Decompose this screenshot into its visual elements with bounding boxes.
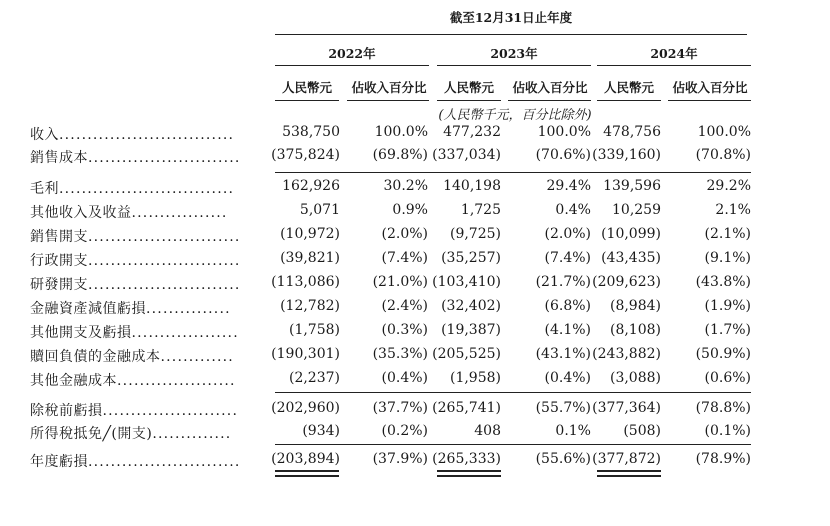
rmb-value-cell: (934) xyxy=(302,423,340,439)
rmb-value-cell: (265,741) xyxy=(432,400,501,416)
table-row xyxy=(0,451,830,473)
row-leader-dots: ............................... xyxy=(59,127,235,143)
row-label-text: 銷售成本 xyxy=(30,150,88,166)
rmb-value-cell: (10,972) xyxy=(280,226,340,242)
row-label xyxy=(30,423,231,443)
row-label-text: 其他開支及虧損 xyxy=(30,325,132,341)
row-label-text: 毛利 xyxy=(30,181,59,197)
rmb-value-cell: (209,623) xyxy=(592,274,661,290)
row-leader-dots: ........................... xyxy=(88,150,241,166)
rmb-value-cell: 478,756 xyxy=(603,124,661,140)
row-leader-dots: ............................... xyxy=(59,181,235,197)
rmb-value-cell: (32,402) xyxy=(441,298,501,314)
row-leader-dots: ........................... xyxy=(88,253,241,269)
row-label-text: 收入 xyxy=(30,127,59,143)
year-2022-header: 2022年 xyxy=(328,46,376,61)
year-2023-header: 2023年 xyxy=(490,46,538,61)
row-label-text: 除稅前虧損 xyxy=(30,403,103,419)
row-label-text: 行政開支 xyxy=(30,253,88,269)
rmb-value-cell: (205,525) xyxy=(432,346,501,362)
pct-value-cell: 100.0% xyxy=(537,124,591,140)
pct-value-cell: (37.9%) xyxy=(372,451,428,467)
table-row xyxy=(0,147,830,169)
rmb-value-cell: (377,364) xyxy=(592,400,661,416)
rmb-value-cell: (19,387) xyxy=(441,322,501,338)
rmb-value-cell: (203,894) xyxy=(271,451,340,467)
pct-value-cell: (0.6%) xyxy=(704,370,751,386)
rmb-value-cell: 408 xyxy=(474,423,501,439)
total-double-rule-2024-a xyxy=(597,470,661,472)
pct-value-cell: (0.2%) xyxy=(381,423,428,439)
row-label xyxy=(30,370,236,390)
row-label xyxy=(30,147,241,167)
subtotal-rule-tax xyxy=(275,444,751,445)
row-label-text: 所得稅抵免╱(開支) xyxy=(30,426,153,442)
row-label xyxy=(30,451,241,471)
pct-value-cell: (70.8%) xyxy=(695,147,751,163)
table-row xyxy=(0,400,830,422)
row-leader-dots: ........................... xyxy=(88,229,241,245)
rmb-value-cell: 477,232 xyxy=(443,124,501,140)
col-rmb-2024: 人民幣元 xyxy=(603,80,654,95)
row-label-text: 金融資產減值虧損 xyxy=(30,301,146,317)
pct-value-cell: (37.7%) xyxy=(372,400,428,416)
col-pct-2022: 佔收入百分比 xyxy=(351,80,427,95)
rmb-value-cell: (243,882) xyxy=(592,346,661,362)
pct-value-cell: (2.0%) xyxy=(544,226,591,242)
rmb-value-cell: (10,099) xyxy=(601,226,661,242)
row-label xyxy=(30,298,231,318)
pct-value-cell: (55.7%) xyxy=(535,400,591,416)
col-rule-rmb-2024 xyxy=(597,100,661,101)
pct-value-cell: (2.1%) xyxy=(704,226,751,242)
pct-value-cell: 2.1% xyxy=(715,202,751,218)
row-label xyxy=(30,346,234,366)
row-label xyxy=(30,274,241,294)
pct-value-cell: (78.9%) xyxy=(695,451,751,467)
pct-value-cell: (0.3%) xyxy=(381,322,428,338)
total-double-rule-2023-b xyxy=(437,475,501,477)
pct-value-cell: (69.8%) xyxy=(372,147,428,163)
row-leader-dots: ........................ xyxy=(102,403,239,419)
total-double-rule-2024-b xyxy=(597,475,661,477)
table-row xyxy=(0,423,830,445)
col-rule-rmb-2022 xyxy=(275,100,339,101)
row-label xyxy=(30,124,234,144)
pct-value-cell: (0.4%) xyxy=(381,370,428,386)
rmb-value-cell: (1,758) xyxy=(288,322,340,338)
rmb-value-cell: (265,333) xyxy=(432,451,501,467)
row-leader-dots: ........................... xyxy=(88,454,241,470)
year-2022-rule xyxy=(275,65,429,66)
total-double-rule-2022-a xyxy=(275,470,339,472)
table-row xyxy=(0,298,830,320)
rmb-value-cell: (2,237) xyxy=(288,370,340,386)
rmb-value-cell: (190,301) xyxy=(271,346,340,362)
row-leader-dots: ............. xyxy=(160,349,234,365)
rmb-value-cell: (375,824) xyxy=(271,147,340,163)
col-rule-pct-2023 xyxy=(508,100,591,101)
row-leader-dots: ................. xyxy=(131,205,228,221)
rmb-value-cell: (1,958) xyxy=(449,370,501,386)
row-label xyxy=(30,322,239,342)
pct-value-cell: 29.2% xyxy=(706,178,751,194)
year-2024-rule xyxy=(597,65,751,66)
table-row xyxy=(0,274,830,296)
pct-value-cell: 29.4% xyxy=(546,178,591,194)
rmb-value-cell: (35,257) xyxy=(441,250,501,266)
pct-value-cell: (1.7%) xyxy=(704,322,751,338)
subtotal-rule-cost xyxy=(275,172,751,173)
col-pct-2024: 佔收入百分比 xyxy=(672,80,748,95)
row-label-text: 銷售開支 xyxy=(30,229,88,245)
row-label xyxy=(30,202,228,222)
pct-value-cell: (78.8%) xyxy=(695,400,751,416)
table-row xyxy=(0,370,830,392)
year-2023-rule xyxy=(437,65,591,66)
table-row xyxy=(0,250,830,272)
row-label xyxy=(30,250,241,270)
rmb-value-cell: 1,725 xyxy=(460,202,501,218)
pct-value-cell: (0.4%) xyxy=(544,370,591,386)
row-leader-dots: .............. xyxy=(152,426,232,442)
row-label xyxy=(30,178,234,198)
rmb-value-cell: (377,872) xyxy=(592,451,661,467)
pct-value-cell: (2.0%) xyxy=(381,226,428,242)
period-header: 截至12月31日止年度 xyxy=(449,10,573,25)
table-row xyxy=(0,322,830,344)
pct-value-cell: (7.4%) xyxy=(544,250,591,266)
rmb-value-cell: 5,071 xyxy=(299,202,340,218)
pct-value-cell: (1.9%) xyxy=(704,298,751,314)
rmb-value-cell: (337,034) xyxy=(432,147,501,163)
col-rule-pct-2024 xyxy=(668,100,751,101)
pct-value-cell: 0.4% xyxy=(555,202,591,218)
pct-value-cell: 0.1% xyxy=(555,423,591,439)
row-label xyxy=(30,226,241,246)
pct-value-cell: (55.6%) xyxy=(535,451,591,467)
rmb-value-cell: (12,782) xyxy=(280,298,340,314)
pct-value-cell: (9.1%) xyxy=(704,250,751,266)
rmb-value-cell: (202,960) xyxy=(271,400,340,416)
rmb-value-cell: 10,259 xyxy=(612,202,661,218)
pct-value-cell: (43.1%) xyxy=(535,346,591,362)
rmb-value-cell: (8,108) xyxy=(609,322,661,338)
subtotal-rule-other-finance xyxy=(275,392,751,393)
pct-value-cell: (2.4%) xyxy=(381,298,428,314)
row-label-text: 其他收入及收益 xyxy=(30,205,132,221)
col-rmb-2023: 人民幣元 xyxy=(443,80,494,95)
pct-value-cell: (43.8%) xyxy=(695,274,751,290)
pct-value-cell: (7.4%) xyxy=(381,250,428,266)
year-2024-header: 2024年 xyxy=(650,46,698,61)
row-label-text: 研發開支 xyxy=(30,277,88,293)
col-pct-2023: 佔收入百分比 xyxy=(512,80,588,95)
rmb-value-cell: 162,926 xyxy=(282,178,340,194)
row-leader-dots: ........................... xyxy=(88,277,241,293)
pct-value-cell: (50.9%) xyxy=(695,346,751,362)
total-double-rule-2023-a xyxy=(437,470,501,472)
rmb-value-cell: (39,821) xyxy=(280,250,340,266)
rmb-value-cell: (103,410) xyxy=(432,274,501,290)
row-leader-dots: ................... xyxy=(131,325,239,341)
rmb-value-cell: 538,750 xyxy=(282,124,340,140)
row-label-text: 年度虧損 xyxy=(30,454,88,470)
pct-value-cell: (35.3%) xyxy=(372,346,428,362)
table-row xyxy=(0,346,830,368)
col-rmb-2022: 人民幣元 xyxy=(281,80,332,95)
pct-value-cell: 0.9% xyxy=(392,202,428,218)
rmb-value-cell: (508) xyxy=(623,423,661,439)
pct-value-cell: 100.0% xyxy=(697,124,751,140)
table-row xyxy=(0,226,830,248)
row-leader-dots: ..................... xyxy=(117,373,236,389)
unit-note: (人民幣千元，百分比除外) xyxy=(438,108,592,123)
row-label-text: 贖回負債的金融成本 xyxy=(30,349,161,365)
table-row xyxy=(0,202,830,224)
pct-value-cell: 30.2% xyxy=(383,178,428,194)
pct-value-cell: (21.7%) xyxy=(535,274,591,290)
total-double-rule-2022-b xyxy=(275,475,339,477)
pct-value-cell: (6.8%) xyxy=(544,298,591,314)
rmb-value-cell: 140,198 xyxy=(443,178,501,194)
rmb-value-cell: (43,435) xyxy=(601,250,661,266)
rmb-value-cell: (3,088) xyxy=(609,370,661,386)
row-label-text: 其他金融成本 xyxy=(30,373,117,389)
period-rule xyxy=(275,34,747,35)
pct-value-cell: (70.6%) xyxy=(535,147,591,163)
pct-value-cell: (0.1%) xyxy=(704,423,751,439)
pct-value-cell: (21.0%) xyxy=(372,274,428,290)
rmb-value-cell: 139,596 xyxy=(603,178,661,194)
row-leader-dots: ............... xyxy=(146,301,231,317)
pct-value-cell: 100.0% xyxy=(374,124,428,140)
row-label xyxy=(30,400,238,420)
table-row xyxy=(0,178,830,200)
rmb-value-cell: (8,984) xyxy=(609,298,661,314)
col-rule-pct-2022 xyxy=(347,100,429,101)
rmb-value-cell: (113,086) xyxy=(271,274,340,290)
table-row xyxy=(0,124,830,146)
pct-value-cell: (4.1%) xyxy=(544,322,591,338)
col-rule-rmb-2023 xyxy=(437,100,501,101)
rmb-value-cell: (339,160) xyxy=(592,147,661,163)
rmb-value-cell: (9,725) xyxy=(449,226,501,242)
